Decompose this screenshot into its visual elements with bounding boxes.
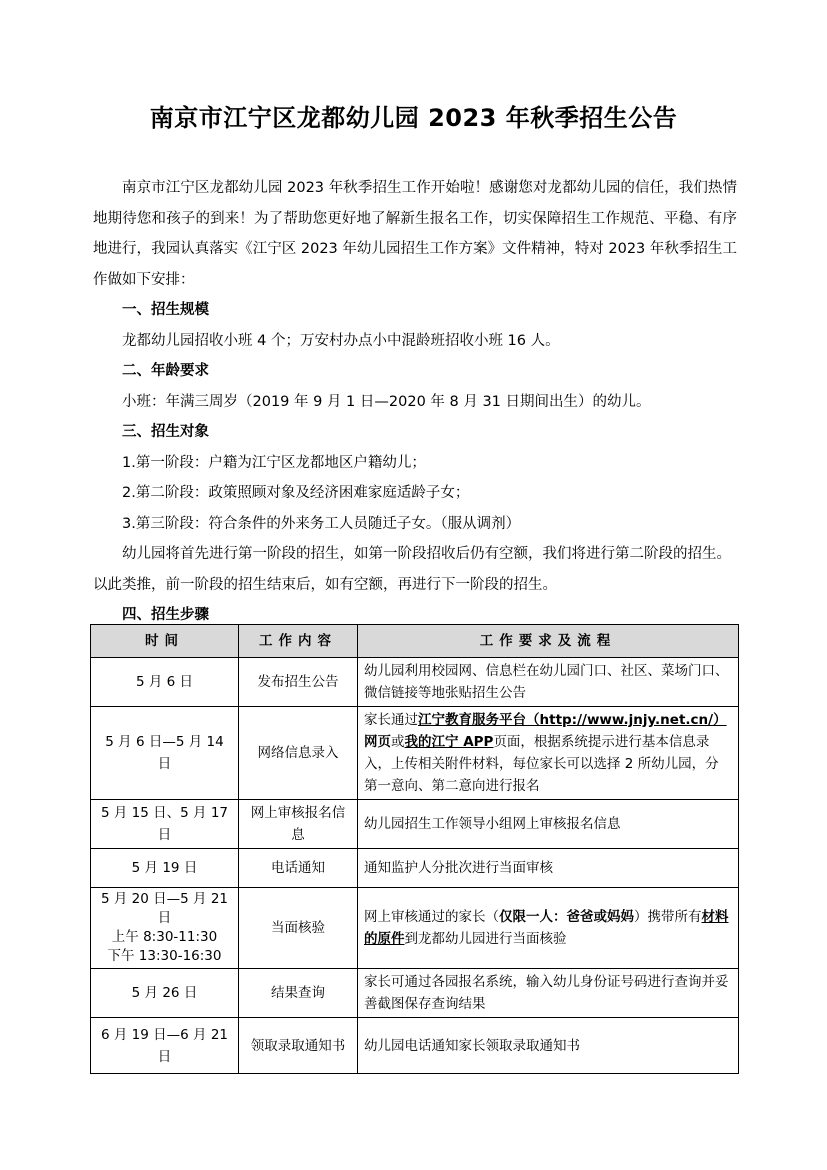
row-desc <box>358 888 739 969</box>
row-task: 电话通知 <box>239 849 358 888</box>
table-row <box>91 969 739 1018</box>
desc-text: 页面，根据系统提示进行基本信息录入，上传相关附件材料，每位家长可以选择 2 所幼儿园，分第一意向、第二意向进行报名 <box>364 734 719 794</box>
enrollment-steps-table <box>90 624 739 1074</box>
header-requirements: 工作要求及流程 <box>358 625 739 658</box>
intro-paragraph: 南京市江宁区龙都幼儿园 2023 年秋季招生工作开始啦！感谢您对龙都幼儿园的信任，我们热情地期待您和孩子的到来！为了帮助您更好地了解新生报名工作，切实保障招生工作规范、平稳、有序地进行，我园认真落实《江宁区 2023 年幼儿园招生工作方案》文件精神，特对 2023 年秋季招生工作做如下安排： <box>93 180 737 288</box>
row-task: 发布招生公告 <box>239 658 358 707</box>
row-desc: 幼儿园招生工作领导小组网上审核报名信息 <box>358 800 739 849</box>
row-desc: 通知监护人分批次进行当面审核 <box>358 849 739 888</box>
table-row <box>91 707 739 800</box>
row-time: 5 月 6 日 <box>91 658 239 707</box>
section-heading-scale: 一、招生规模 <box>122 302 209 318</box>
section-text-age: 小班：年满三周岁（2019 年 9 月 1 日—2020 年 8 月 31 日期间出生）的幼儿。 <box>122 393 651 410</box>
section-heading-steps: 四、招生步骤 <box>122 607 209 623</box>
desc-text: 或 <box>391 734 405 750</box>
platform-link[interactable]: 江宁教育服务平台（http://www.jnjy.net.cn/） <box>418 712 727 728</box>
section-text-scale: 龙都幼儿园招收小班 4 个；万安村办点小中混龄班招收小班 16 人。 <box>122 332 560 349</box>
desc-text: 到龙都幼儿园进行当面核验 <box>404 931 567 947</box>
table-row <box>91 800 739 849</box>
desc-text: 家长通过 <box>364 712 418 728</box>
row-time: 5 月 6 日—5 月 14 日 <box>91 707 239 800</box>
app-link[interactable]: 我的江宁 APP <box>404 734 494 750</box>
section-heading-age: 二、年龄要求 <box>122 363 209 379</box>
desc-text: 网上审核通过的家长（ <box>364 909 499 925</box>
desc-emphasis: 材料的原件 <box>364 909 729 947</box>
time-range: 5 月 20 日—5 月 21 日 <box>101 891 228 926</box>
row-time: 5 月 15 日、5 月 17 日 <box>91 800 239 849</box>
row-time: 5 月 19 日 <box>91 849 239 888</box>
row-time: 6 月 19 日—6 月 21 日 <box>91 1018 239 1074</box>
row-task: 结果查询 <box>239 969 358 1018</box>
row-task: 网上审核报名信息 <box>239 800 358 849</box>
table-row <box>91 888 739 969</box>
row-time: 5 月 26 日 <box>91 969 239 1018</box>
time-morning: 上午 8:30-11:30 <box>111 929 218 945</box>
row-desc: 幼儿园利用校园网、信息栏在幼儿园门口、社区、菜场门口、微信链接等地张贴招生公告 <box>358 658 739 707</box>
table-header-row <box>91 625 739 658</box>
row-desc: 幼儿园电话通知家长领取录取通知书 <box>358 1018 739 1074</box>
section-heading-targets: 三、招生对象 <box>122 424 209 440</box>
row-time <box>91 888 239 969</box>
notice-body <box>93 173 737 631</box>
table-row <box>91 658 739 707</box>
row-desc <box>358 707 739 800</box>
row-task: 网络信息录入 <box>239 707 358 800</box>
desc-text: ）携带所有 <box>634 909 702 925</box>
target-stage-2: 2.第二阶段：政策照顾对象及经济困难家庭适龄子女； <box>122 485 470 501</box>
row-task: 当面核验 <box>239 888 358 969</box>
row-desc: 家长可通过各园报名系统，输入幼儿身份证号码进行查询并妥善截图保存查询结果 <box>358 969 739 1018</box>
table-row <box>91 1018 739 1074</box>
stage-note: 幼儿园将首先进行第一阶段的招生，如第一阶段招收后仍有空额，我们将进行第二阶段的招生。以此类推，前一阶段的招生结束后，如有空额，再进行下一阶段的招生。 <box>93 546 731 593</box>
header-task: 工作内容 <box>239 625 358 658</box>
target-stage-1: 1.第一阶段：户籍为江宁区龙都地区户籍幼儿； <box>122 454 426 471</box>
page-title: 南京市江宁区龙都幼儿园 2023 年秋季招生公告 <box>149 104 678 132</box>
table-row <box>91 849 739 888</box>
desc-text: 网页 <box>364 734 391 750</box>
target-stage-3: 3.第三阶段：符合条件的外来务工人员随迁子女。（服从调剂） <box>122 515 521 532</box>
header-time: 时间 <box>91 625 239 658</box>
row-task: 领取录取通知书 <box>239 1018 358 1074</box>
desc-emphasis: 仅限一人：爸爸或妈妈 <box>499 909 634 925</box>
time-afternoon: 下午 13:30-16:30 <box>107 948 222 964</box>
